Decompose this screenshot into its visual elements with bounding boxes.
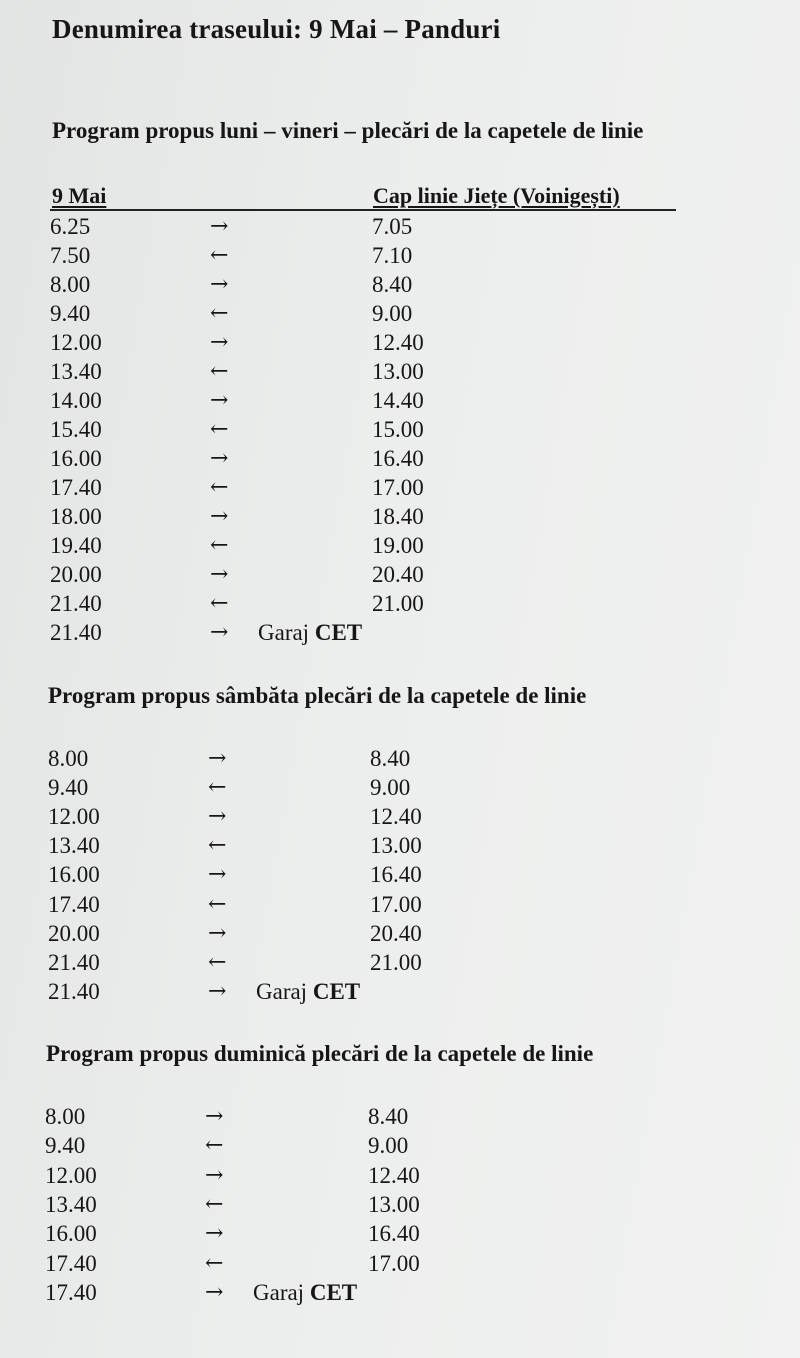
departure-time-9-mai: 12.00: [48, 804, 100, 830]
schedule-row: [0, 1219, 800, 1248]
schedule-row: [0, 744, 800, 773]
departure-time-9-mai: 9.40: [50, 301, 91, 326]
arrow-right-icon: →: [205, 1221, 224, 1247]
garage-destination: [256, 977, 360, 1006]
departure-time-9-mai: 8.00: [50, 272, 91, 297]
departure-time-9-mai: 7.50: [50, 243, 91, 268]
departure-time-cap-linie: 16.40: [372, 446, 424, 471]
arrow-left-icon: ←: [208, 833, 227, 859]
departure-time-cap-linie: 19.00: [372, 533, 424, 558]
schedule-row: [0, 415, 800, 444]
arrow-left-icon: ←: [208, 775, 227, 801]
schedule-row: [0, 531, 800, 560]
departure-time-9-mai: 8.00: [45, 1104, 86, 1129]
departure-time-cap-linie: 21.00: [370, 949, 422, 975]
departure-time-9-mai: 21.40: [50, 620, 102, 645]
departure-time-9-mai: 13.40: [45, 1191, 97, 1217]
arrow-right-icon: →: [210, 504, 229, 529]
departure-time-9-mai: 21.40: [48, 949, 100, 975]
departure-time-9-mai: 21.40: [48, 978, 100, 1004]
route-title: Denumirea traseului: 9 Mai – Panduri: [52, 14, 501, 44]
departure-time-9-mai: 12.00: [50, 330, 102, 355]
departure-time-cap-linie: 14.40: [372, 388, 424, 413]
schedule-row: [0, 1102, 800, 1131]
arrow-left-icon: ←: [210, 301, 229, 326]
departure-time-cap-linie: 16.40: [368, 1221, 420, 1247]
arrow-left-icon: ←: [210, 243, 229, 268]
schedule-row: [0, 1278, 800, 1307]
schedule-row: [0, 328, 800, 357]
section-title-sunday: Program propus duminică plecări de la capetele de linie: [46, 1041, 594, 1066]
schedule-row: [0, 270, 800, 299]
arrow-right-icon: →: [208, 746, 227, 771]
arrow-left-icon: ←: [208, 891, 227, 917]
arrow-left-icon: ←: [210, 475, 229, 500]
arrow-right-icon: →: [210, 620, 229, 645]
garage-label: Garaj: [253, 1279, 305, 1305]
garage-label: Garaj: [256, 978, 308, 1004]
departure-time-cap-linie: 17.00: [368, 1250, 420, 1276]
departure-time-cap-linie: 13.00: [370, 833, 422, 859]
garage-destination: [258, 618, 362, 647]
schedule-row: [0, 919, 800, 948]
schedule-row: [0, 948, 800, 977]
arrow-left-icon: ←: [205, 1133, 224, 1159]
schedule-row: [0, 802, 800, 831]
departure-time-cap-linie: 15.00: [372, 417, 424, 442]
departure-time-9-mai: 14.00: [50, 388, 102, 413]
departure-time-cap-linie: 12.40: [370, 804, 422, 830]
departure-time-cap-linie: 13.00: [372, 359, 424, 384]
departure-time-9-mai: 17.40: [48, 891, 100, 917]
departure-time-9-mai: 9.40: [45, 1133, 86, 1159]
departure-time-cap-linie: 21.00: [372, 591, 424, 616]
schedule-row: [0, 618, 800, 647]
schedule-row: [0, 299, 800, 328]
header-9-mai: 9 Mai: [52, 183, 107, 208]
departure-time-9-mai: 17.40: [45, 1250, 97, 1276]
schedule-row: [0, 773, 800, 802]
departure-time-9-mai: 16.00: [50, 446, 102, 471]
departure-time-cap-linie: 17.00: [370, 891, 422, 917]
arrow-right-icon: →: [210, 388, 229, 413]
header-cap-linie: Cap linie Jiețe (Voinigești): [373, 183, 620, 208]
departure-time-cap-linie: 8.40: [368, 1104, 409, 1129]
departure-time-9-mai: 20.00: [48, 920, 100, 946]
departure-time-cap-linie: 9.00: [368, 1133, 409, 1159]
departure-time-9-mai: 21.40: [50, 591, 102, 616]
departure-time-cap-linie: 8.40: [372, 272, 413, 297]
departure-time-9-mai: 16.00: [48, 862, 100, 888]
arrow-left-icon: ←: [210, 417, 229, 442]
arrow-left-icon: ←: [210, 359, 229, 384]
schedule-row: [0, 444, 800, 473]
garage-destination: [253, 1278, 357, 1307]
departure-time-cap-linie: 16.40: [370, 862, 422, 888]
garage-name: CET: [312, 978, 361, 1004]
schedule-row: [0, 473, 800, 502]
arrow-left-icon: ←: [205, 1250, 224, 1276]
schedule-row: [0, 560, 800, 589]
arrow-right-icon: →: [208, 862, 227, 888]
departure-time-cap-linie: 20.40: [370, 920, 422, 946]
arrow-right-icon: →: [210, 330, 229, 355]
arrow-right-icon: →: [210, 214, 229, 239]
schedule-row: [0, 386, 800, 415]
schedule-row: [0, 860, 800, 889]
schedule-row: [0, 1161, 800, 1190]
departure-time-cap-linie: 9.00: [370, 775, 411, 801]
departure-time-9-mai: 20.00: [50, 562, 102, 587]
garage-label: Garaj: [258, 620, 310, 645]
schedule-row: [0, 1249, 800, 1278]
schedule-row: [0, 831, 800, 860]
departure-time-cap-linie: 12.40: [368, 1162, 420, 1188]
departure-time-9-mai: 13.40: [50, 359, 102, 384]
garage-name: CET: [314, 620, 363, 645]
departure-time-cap-linie: 7.05: [372, 214, 413, 239]
departure-time-9-mai: 15.40: [50, 417, 102, 442]
departure-time-cap-linie: 7.10: [372, 243, 413, 268]
departure-time-cap-linie: 18.40: [372, 504, 424, 529]
departure-time-9-mai: 17.40: [50, 475, 102, 500]
arrow-right-icon: →: [210, 446, 229, 471]
arrow-left-icon: ←: [210, 591, 229, 616]
schedule-row: [0, 977, 800, 1006]
arrow-right-icon: →: [210, 562, 229, 587]
arrow-left-icon: ←: [205, 1191, 224, 1217]
section-title-weekdays: Program propus luni – vineri – plecări de la capetele de linie: [52, 118, 644, 143]
schedule-row: [0, 589, 800, 618]
schedule-row: [0, 502, 800, 531]
arrow-right-icon: →: [205, 1104, 224, 1129]
departure-time-9-mai: 12.00: [45, 1162, 97, 1188]
arrow-right-icon: →: [208, 978, 227, 1004]
departure-time-9-mai: 18.00: [50, 504, 102, 529]
arrow-right-icon: →: [208, 920, 227, 946]
departure-time-9-mai: 19.40: [50, 533, 102, 558]
departure-time-cap-linie: 13.00: [368, 1191, 420, 1217]
departure-time-cap-linie: 17.00: [372, 475, 424, 500]
departure-time-9-mai: 16.00: [45, 1221, 97, 1247]
schedule-row: [0, 1131, 800, 1160]
schedule-row: [0, 890, 800, 919]
garage-name: CET: [309, 1279, 358, 1305]
departure-time-cap-linie: 8.40: [370, 746, 411, 771]
schedule-row: [0, 357, 800, 386]
departure-time-9-mai: 6.25: [50, 214, 91, 239]
departure-time-9-mai: 13.40: [48, 833, 100, 859]
schedule-row: [0, 212, 800, 241]
arrow-right-icon: →: [205, 1162, 224, 1188]
schedule-row: [0, 241, 800, 270]
arrow-right-icon: →: [210, 272, 229, 297]
header-divider: [50, 209, 676, 211]
departure-time-9-mai: 8.00: [48, 746, 89, 771]
arrow-left-icon: ←: [208, 949, 227, 975]
section-title-saturday: Program propus sâmbăta plecări de la capetele de linie: [48, 683, 587, 708]
arrow-right-icon: →: [208, 804, 227, 830]
departure-time-9-mai: 17.40: [45, 1279, 97, 1305]
departure-time-cap-linie: 20.40: [372, 562, 424, 587]
arrow-left-icon: ←: [210, 533, 229, 558]
schedule-row: [0, 1190, 800, 1219]
arrow-right-icon: →: [205, 1279, 224, 1305]
departure-time-cap-linie: 9.00: [372, 301, 413, 326]
departure-time-cap-linie: 12.40: [372, 330, 424, 355]
departure-time-9-mai: 9.40: [48, 775, 89, 801]
